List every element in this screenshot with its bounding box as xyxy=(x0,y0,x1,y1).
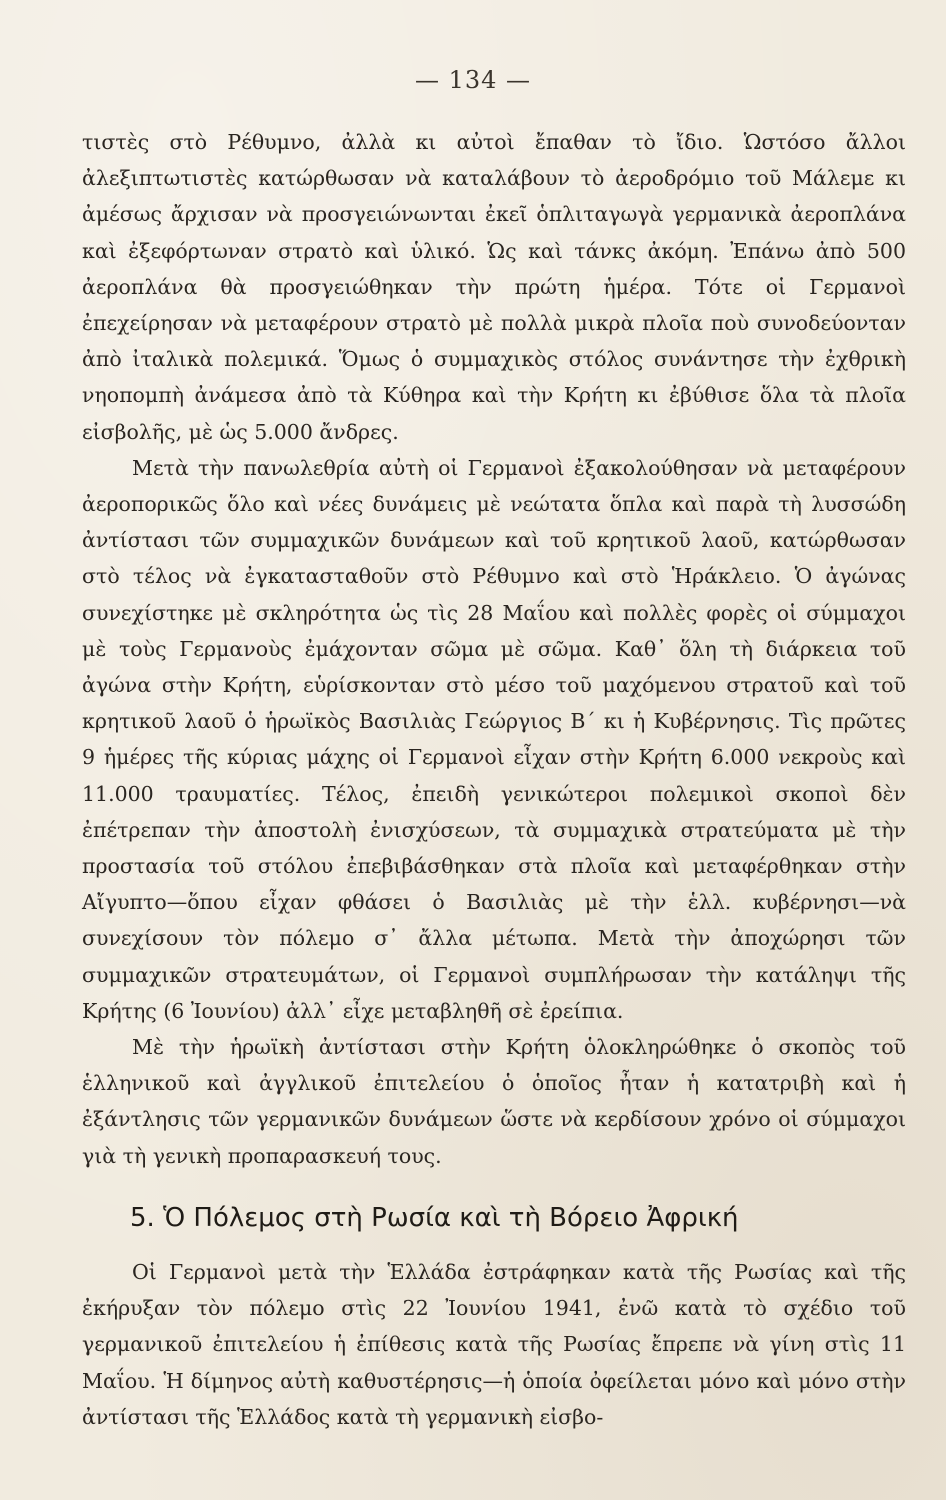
paragraph-2: Μετὰ τὴν πανωλεθρία αὐτὴ οἱ Γερμανοὶ ἐξακολούθησαν νὰ μεταφέρουν ἀεροπορικῶς ὅλο καὶ νέες δυνάμεις μὲ νεώτατα ὅπλα καὶ παρὰ τὴ λυσσώδη ἀντίστασι τῶν συμμαχικῶν δυνάμεων καὶ τοῦ κρητικοῦ λαοῦ, κατώρθωσαν στὸ τέλος νὰ ἐγκατασταθοῦν στὸ Ρέθυμνο καὶ στὸ Ἡράκλειο. Ὁ ἀγώνας συνεχίστηκε μὲ σκληρότητα ὡς τὶς 28 Μαΐου καὶ πολλὲς φορὲς οἱ σύμμαχοι μὲ τοὺς Γερμανοὺς ἐμάχονταν σῶμα μὲ σῶμα. Καθ᾽ ὅλη τὴ διάρκεια τοῦ ἀγώνα στὴν Κρήτη, εὑρίσκονταν στὸ μέσο τοῦ μαχόμενου στρατοῦ καὶ τοῦ κρητικοῦ λαοῦ ὁ ἡρωϊκὸς Βασιλιὰς Γεώργιος Β΄ κι ἡ Κυβέρνησις. Τὶς πρῶτες 9 ἡμέρες τῆς κύριας μάχης οἱ Γερμανοὶ εἶχαν στὴν Κρήτη 6.000 νεκροὺς καὶ 11.000 τραυματίες. Τέλος, ἐπειδὴ γενικώτεροι πολεμικοὶ σκοποὶ δὲν ἐπέτρεπαν τὴν ἀποστολὴ ἐνισχύσεων, τὰ συμμαχικὰ στρατεύματα μὲ τὴν προστασία τοῦ στόλου ἐπεβιβάσθηκαν στὰ πλοῖα καὶ μεταφέρθηκαν στὴν Αἴγυπτο—ὅπου εἶχαν φθάσει ὁ Βασιλιὰς μὲ τὴν ἑλλ. κυβέρνησι—νὰ συνεχίσουν τὸν πόλεμο σ᾽ ἄλλα μέτωπα. Μετὰ τὴν ἀποχώρησι τῶν συμμαχικῶν στρατευμάτων, οἱ Γερμανοὶ συμπλήρωσαν τὴν κατάληψι τῆς Κρήτης (6 Ἰουνίου) ἀλλ᾽ εἶχε μεταβληθῆ σὲ ἐρείπια. xyxy=(82,455,906,1023)
paragraph-3: Μὲ τὴν ἡρωϊκὴ ἀντίστασι στὴν Κρήτη ὁλοκληρώθηκε ὁ σκοπὸς τοῦ ἑλληνικοῦ καὶ ἀγγλικοῦ ἐπιτελείου ὁ ὁποῖος ἦταν ἡ κατατριβὴ καὶ ἡ ἐξάντλησις τῶν γερμανικῶν δυνάμεων ὥστε νὰ κερδίσουν χρόνο οἱ σύμμαχοι γιὰ τὴ γενικὴ προπαρασκευή τους. xyxy=(82,1035,906,1168)
section-paragraph-1: Οἱ Γερμανοὶ μετὰ τὴν Ἑλλάδα ἐστράφηκαν κατὰ τῆς Ρωσίας καὶ τῆς ἐκήρυξαν τὸν πόλεμο στὶς 22 Ἰουνίου 1941, ἐνῶ κατὰ τὸ σχέδιο τοῦ γερμανικοῦ ἐπιτελείου ἡ ἐπίθεσις κατὰ τῆς Ρωσίας ἔπρεπε νὰ γίνη στὶς 11 Μαΐου. Ἡ δίμηνος αὐτὴ καθυστέρησις—ἡ ὁποία ὀφείλεται μόνο καὶ μόνο στὴν ἀντίστασι τῆς Ἑλλάδος κατὰ τὴ γερμανικὴ εἰσβο- xyxy=(82,1260,906,1429)
page-number: — 134 — xyxy=(414,66,532,94)
paragraph-1: τιστὲς στὸ Ρέθυμνο, ἀλλὰ κι αὐτοὶ ἔπαθαν τὸ ἴδιο. Ὡστόσο ἄλλοι ἀλεξιπτωτιστὲς κατώρθωσαν νὰ καταλάβουν τὸ ἀεροδρόμιο τοῦ Μάλεμε κι ἀμέσως ἄρχισαν νὰ προσγειώνωνται ἐκεῖ ὁπλιταγωγὰ γερμανικὰ ἀεροπλάνα καὶ ἐξεφόρτωναν στρατὸ καὶ ὑλικό. Ὡς καὶ τάνκς ἀκόμη. Ἐπάνω ἀπὸ 500 ἀεροπλάνα θὰ προσγειώθηκαν τὴν πρώτη ἡμέρα. Τότε οἱ Γερμανοὶ ἐπεχείρησαν νὰ μεταφέρουν στρατὸ μὲ πολλὰ μικρὰ πλοῖα ποὺ συνοδεύονταν ἀπὸ ἰταλικὰ πολεμικά. Ὅμως ὁ συμμαχικὸς στόλος συνάντησε τὴν ἐχθρικὴ νηοπομπὴ ἀνάμεσα ἀπὸ τὰ Κύθηρα καὶ τὴν Κρήτη κι ἐβύθισε ὅλα τὰ πλοῖα εἰσβολῆς, μὲ ὡς 5.000 ἄνδρες. xyxy=(82,130,906,444)
section-body-text xyxy=(82,1254,906,1435)
section-heading: 5. Ὁ Πόλεμος στὴ Ρωσία καὶ τὴ Βόρειο Ἀφρική xyxy=(130,1203,739,1233)
body-text xyxy=(82,124,906,1174)
